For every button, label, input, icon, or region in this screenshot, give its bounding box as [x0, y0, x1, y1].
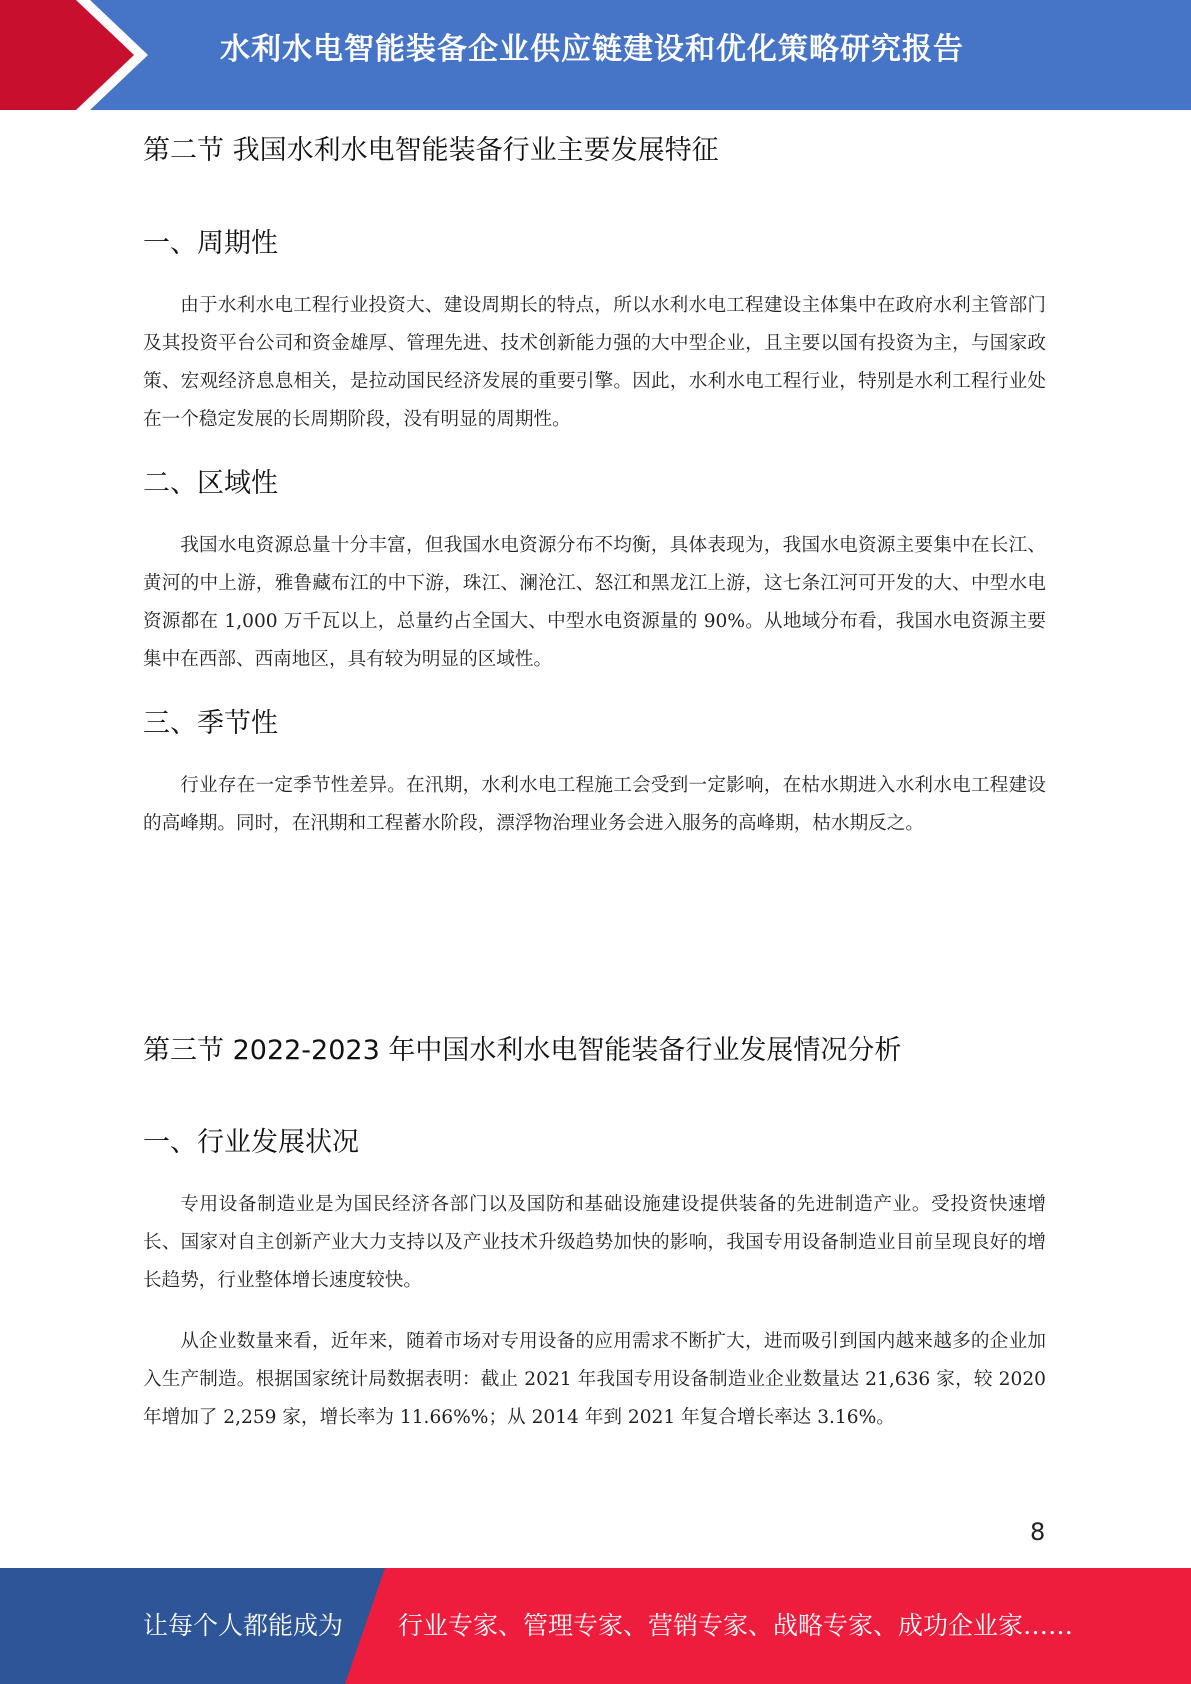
paragraph-industry-status-2: 从企业数量来看，近年来，随着市场对专用设备的应用需求不断扩大，进而吸引到国内越来越多的企业加入生产制造。根据国家统计局数据表明：截止 2021 年我国专用设备制造业企业数量达 21,636 家，较 2020 年增加了 2,259 家，增长率为 11.66%%；从 2014 年到 2021 年复合增长率达 3.16%。	[143, 1331, 1046, 1428]
paragraph-regionality: 我国水电资源总量十分丰富，但我国水电资源分布不均衡，具体表现为，我国水电资源主要集中在长江、黄河的中上游，雅鲁藏布江的中下游，珠江、澜沧江、怒江和黑龙江上游，这七条江河可开发的大、中型水电资源都在 1,000 万千瓦以上，总量约占全国大、中型水电资源量的 90%。从地域分布看，我国水电资源主要集中在西部、西南地区，具有较为明显的区域性。	[143, 535, 1046, 670]
paragraph-industry-status-1: 专用设备制造业是为国民经济各部门以及国防和基础设施建设提供装备的先进制造产业。受投资快速增长、国家对自主创新产业大力支持以及产业技术升级趋势加快的影响，我国专用设备制造业目前呈现良好的增长趋势，行业整体增长速度较快。	[143, 1194, 1046, 1291]
subsection-industry-status-title: 一、行业发展状况	[143, 1127, 359, 1158]
paragraph-seasonality: 行业存在一定季节性差异。在汛期，水利水电工程施工会受到一定影响，在枯水期进入水利水电工程建设的高峰期。同时，在汛期和工程蓄水阶段，漂浮物治理业务会进入服务的高峰期，枯水期反之。	[143, 775, 1046, 834]
footer-band	[0, 1568, 1191, 1684]
paragraph-cyclicality: 由于水利水电工程行业投资大、建设周期长的特点，所以水利水电工程建设主体集中在政府水利主管部门及其投资平台公司和资金雄厚、管理先进、技术创新能力强的大中型企业，且主要以国有投资为主，与国家政策、宏观经济息息相关，是拉动国民经济发展的重要引擎。因此，水利水电工程行业，特别是水利工程行业处在一个稳定发展的长周期阶段，没有明显的周期性。	[143, 295, 1046, 430]
subsection-seasonality-title: 三、季节性	[143, 708, 278, 739]
subsection-regionality-title: 二、区域性	[143, 468, 278, 499]
report-title: 水利水电智能装备企业供应链建设和优化策略研究报告	[220, 32, 964, 67]
header-chevron-decoration	[0, 0, 160, 110]
footer-slogan-right: 行业专家、管理专家、营销专家、战略专家、成功企业家……	[398, 1611, 1074, 1640]
header-band	[0, 0, 1191, 110]
page-number: 8	[1030, 1518, 1046, 1546]
section-2-title: 第二节 我国水利水电智能装备行业主要发展特征	[143, 135, 719, 166]
subsection-cyclicality-title: 一、周期性	[143, 228, 278, 259]
section-3-title: 第三节 2022-2023 年中国水利水电智能装备行业发展情况分析	[143, 1035, 902, 1066]
footer-slogan-left: 让每个人都能成为	[143, 1611, 344, 1640]
